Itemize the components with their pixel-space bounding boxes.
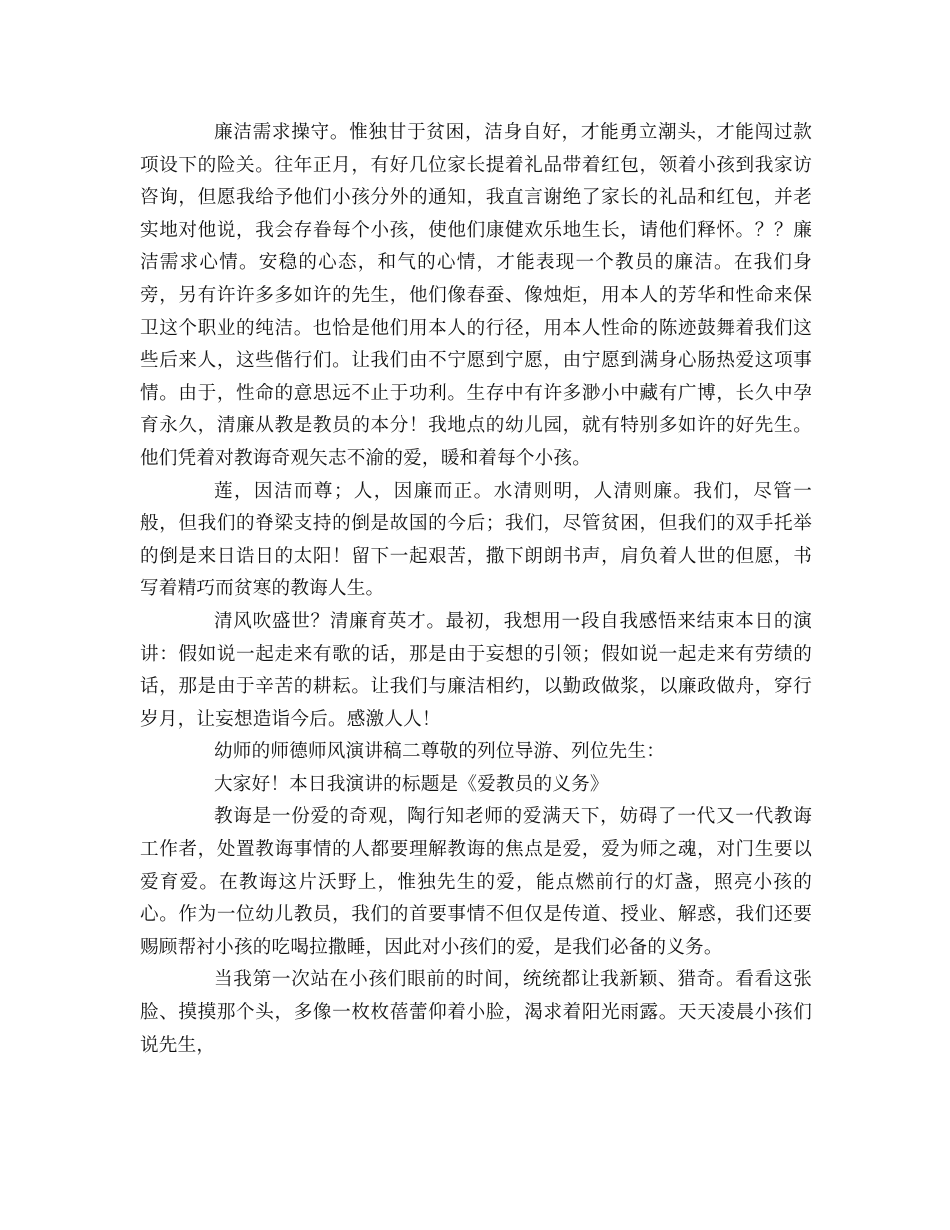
paragraph-conclusion: 清风吹盛世？清廉育英才。最初，我想用一段自我感悟来结束本日的演讲：假如说一起走来有歌的话，那是由于妄想的引领；假如说一起走来有劳绩的话，那是由于辛苦的耕耘。让我们与廉洁相约，以勤政做浆，以廉政做舟，穿行岁月，让妄想造诣今后。感激人人！ [140,610,812,730]
paragraph-education-love: 教诲是一份爱的奇观，陶行知老师的爱满天下，妨碍了一代又一代教诲工作者，处置教诲事情的人都要理解教诲的焦点是爱，爱为师之魂，对门生要以爱育爱。在教诲这片沃野上，惟独先生的爱，能点燃前行的灯盏，照亮小孩的心。作为一位幼儿教员，我们的首要事情不但仅是传道、授业、解惑，我们还要赐顾帮衬小孩的吃喝拉撒睡，因此对小孩们的爱，是我们必备的义务。 [140,806,812,958]
paragraph-lotus: 莲，因洁而尊；人，因廉而正。水清则明，人清则廉。我们，尽管一般，但我们的脊梁支持的倒是故国的今后；我们，尽管贫困，但我们的双手托举的倒是来日诰日的太阳！留下一起艰苦，撒下朗朗书声，肩负着人世的但愿，书写着精巧而贫寒的教诲人生。 [140,480,812,600]
paragraph-greeting: 大家好！本日我演讲的标题是《爱教员的义务》 [214,773,609,795]
paragraph-first-time: 当我第一次站在小孩们眼前的时间，统统都让我新颖、猎奇。看看这张脸、摸摸那个头，多像一枚枚蓓蕾仰着小脸，渴求着阳光雨露。天天凌晨小孩们说先生， [140,969,812,1056]
document-body [140,117,812,1062]
paragraph-integrity: 廉洁需求操守。惟独甘于贫困，洁身自好，才能勇立潮头，才能闯过款项设下的险关。往年正月，有好几位家长提着礼品带着红包，领着小孩到我家访咨询，但愿我给予他们小孩分外的通知，我直言谢绝了家长的礼品和红包，并老实地对他说，我会存眷每个小孩，使他们康健欢乐地生长，请他们释怀。？？廉洁需求心情。安稳的心态，和气的心情，才能表现一个教员的廉洁。在我们身旁，另有许许多多如许的先生，他们像春蚕、像烛炬，用本人的芳华和性命来保卫这个职业的纯洁。也恰是他们用本人的行径，用本人性命的陈迹鼓舞着我们这些后来人，这些偕行们。让我们由不宁愿到宁愿，由宁愿到满身心肠热爱这项事情。由于，性命的意思远不止于功利。生存中有许多渺小中藏有广博，长久中孕育永久，清廉从教是教员的本分！我地点的幼儿园，就有特别多如许的好先生。他们凭着对教诲奇观矢志不渝的爱，暖和着每个小孩。 [140,122,812,469]
paragraph-speech-two-heading: 幼师的师德师风演讲稿二尊敬的列位导游、列位先生： [214,741,666,763]
